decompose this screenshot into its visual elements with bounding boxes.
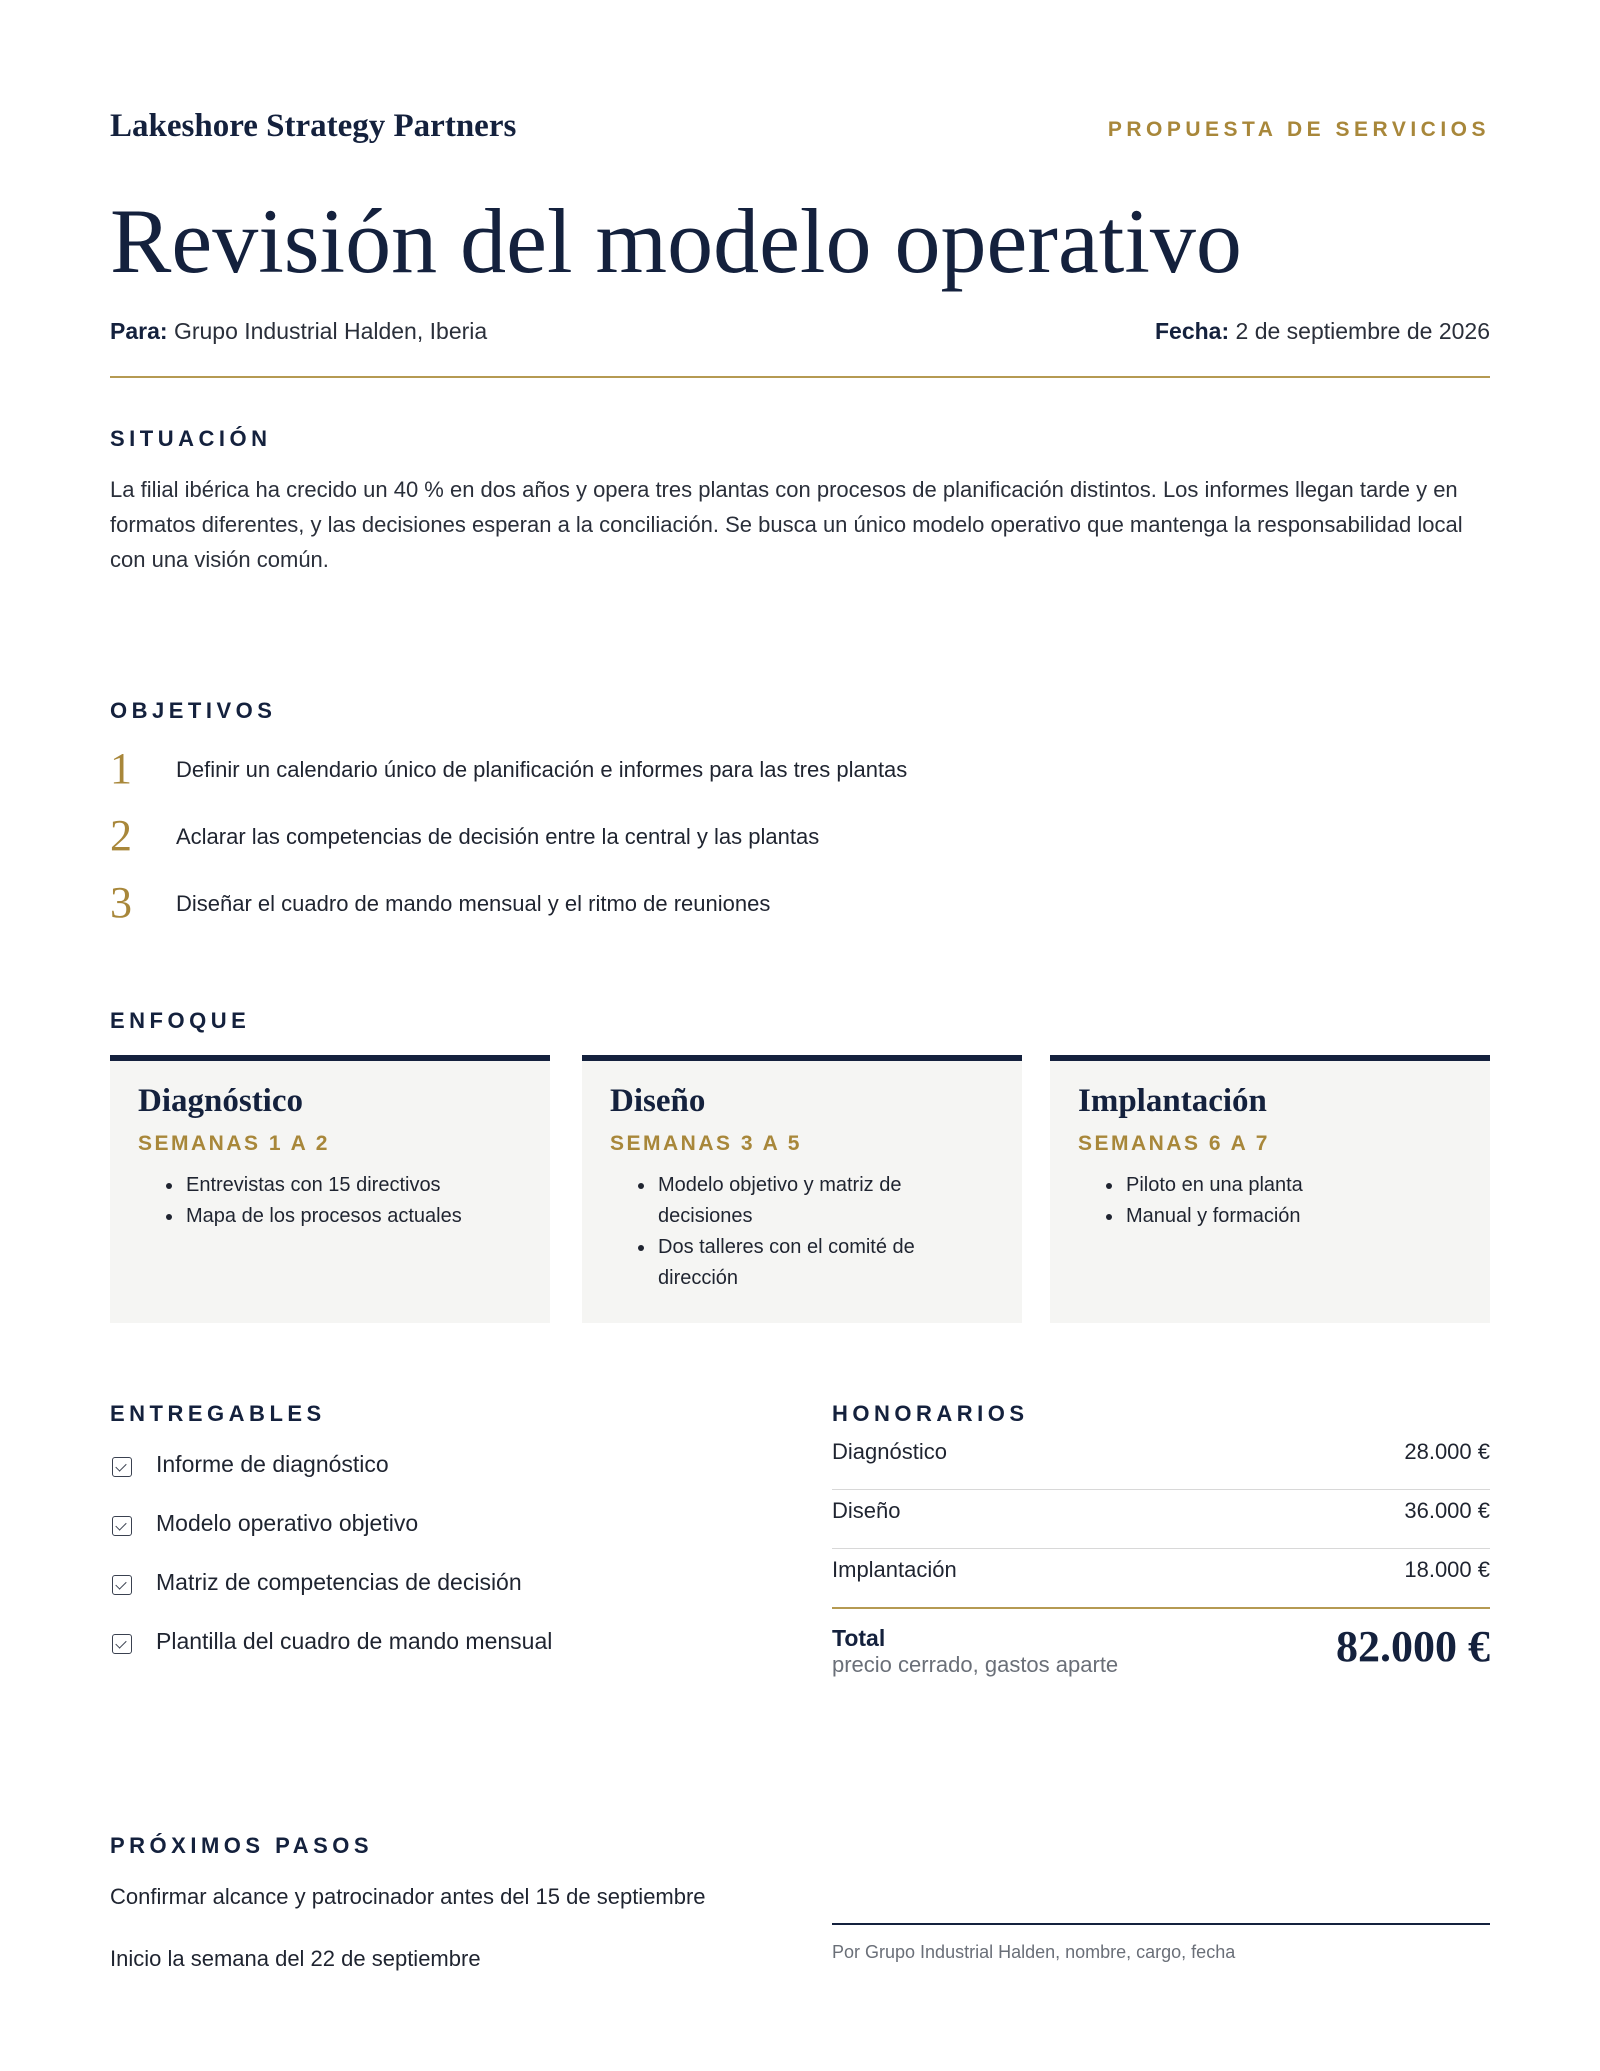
checkbox-checked-icon — [112, 1634, 132, 1654]
objective-text: Diseñar el cuadro de mando mensual y el ritmo de reuniones — [176, 891, 771, 916]
next-step-item: Confirmar alcance y patrocinador antes del 15 de septiembre — [110, 1884, 706, 1909]
phase-title: Diseño — [610, 1083, 706, 1119]
deliverable-text: Informe de diagnóstico — [156, 1451, 389, 1477]
objective-item — [110, 811, 1490, 864]
situation-text: La filial ibérica ha crecido un 40 % en dos años y opera tres plantas con procesos de planificación distintos. Los informes llegan tarde y en formatos diferentes, y las decisiones esperan a la conciliación. Se busca un único modelo operativo que mantenga la responsabilidad local con una visión común. — [110, 477, 1463, 572]
phase-bullet: Dos talleres con el comité de dirección — [610, 1232, 994, 1294]
deliverable-item — [110, 1567, 810, 1607]
phase-bullet: Manual y formación — [1078, 1201, 1462, 1232]
checkbox-checked-icon — [112, 1457, 132, 1477]
fee-row — [832, 1490, 1490, 1549]
phase-bullets — [138, 1170, 522, 1232]
recipient — [110, 318, 487, 345]
objective-number: 1 — [110, 744, 132, 793]
phase-bullet: Piloto en una planta — [1078, 1170, 1462, 1201]
phase-bullets — [1078, 1170, 1462, 1232]
fees-total-amount: 82.000 € — [1336, 1622, 1490, 1671]
objective-number: 2 — [110, 811, 132, 860]
deliverable-text: Plantilla del cuadro de mando mensual — [156, 1628, 553, 1654]
fees-heading: HONORARIOS — [832, 1401, 1029, 1426]
phase-bullet: Modelo objetivo y matriz de decisiones — [610, 1170, 994, 1232]
recipient-value: Grupo Industrial Halden, Iberia — [173, 318, 488, 344]
situation-heading: SITUACIÓN — [110, 426, 272, 451]
next-steps-heading: PRÓXIMOS PASOS — [110, 1833, 374, 1858]
phase-bullets — [610, 1170, 994, 1294]
firm-name: Lakeshore Strategy Partners — [110, 108, 517, 144]
deliverable-item — [110, 1449, 810, 1489]
fees-total-divider — [832, 1607, 1490, 1609]
checkbox-checked-icon — [112, 1516, 132, 1536]
fees-total-label: Total — [832, 1625, 886, 1651]
phase-weeks: SEMANAS 6 A 7 — [1078, 1132, 1270, 1155]
document-type: PROPUESTA DE SERVICIOS — [1107, 118, 1490, 141]
fee-label: Implantación — [832, 1557, 957, 1582]
signature-line[interactable] — [832, 1923, 1490, 1925]
phase-card-diagnostico — [110, 1055, 550, 1323]
fees-total-note: precio cerrado, gastos aparte — [832, 1652, 1119, 1677]
deliverables-heading: ENTREGABLES — [110, 1401, 326, 1426]
date-label: Fecha: — [1155, 318, 1230, 344]
phase-title: Implantación — [1078, 1083, 1267, 1119]
phase-bullet: Entrevistas con 15 directivos — [138, 1170, 522, 1201]
deliverable-item — [110, 1508, 810, 1548]
phase-card-diseno — [582, 1055, 1022, 1323]
fee-amount: 18.000 € — [1404, 1557, 1490, 1582]
deliverable-text: Modelo operativo objetivo — [156, 1510, 419, 1536]
phase-weeks: SEMANAS 3 A 5 — [610, 1132, 802, 1155]
phase-card-implantacion — [1050, 1055, 1490, 1323]
phase-bullet: Mapa de los procesos actuales — [138, 1201, 522, 1232]
objective-item — [110, 744, 1490, 797]
deliverable-text: Matriz de competencias de decisión — [156, 1569, 522, 1595]
recipient-label: Para: — [110, 318, 168, 344]
deliverable-item — [110, 1626, 810, 1666]
proposal-page — [110, 0, 1490, 2071]
fee-label: Diseño — [832, 1498, 901, 1523]
page-title: Revisión del modelo operativo — [110, 190, 1242, 292]
signature-caption: Por Grupo Industrial Halden, nombre, cargo, fecha — [832, 1942, 1236, 1962]
date — [1155, 318, 1490, 345]
fee-row — [832, 1549, 1490, 1608]
phase-weeks: SEMANAS 1 A 2 — [138, 1132, 330, 1155]
header-divider — [110, 376, 1490, 378]
objective-item — [110, 878, 1490, 931]
fee-label: Diagnóstico — [832, 1439, 947, 1464]
objective-text: Aclarar las competencias de decisión entre la central y las plantas — [176, 824, 820, 849]
checkbox-checked-icon — [112, 1575, 132, 1595]
fee-amount: 28.000 € — [1404, 1439, 1490, 1464]
objective-number: 3 — [110, 878, 132, 927]
objective-text: Definir un calendario único de planificación e informes para las tres plantas — [176, 757, 908, 782]
phase-title: Diagnóstico — [138, 1083, 303, 1119]
approach-heading: ENFOQUE — [110, 1008, 251, 1033]
next-step-item: Inicio la semana del 22 de septiembre — [110, 1946, 481, 1971]
fee-amount: 36.000 € — [1404, 1498, 1490, 1523]
fee-row — [832, 1431, 1490, 1490]
date-value: 2 de septiembre de 2026 — [1235, 318, 1490, 344]
objectives-heading: OBJETIVOS — [110, 698, 277, 723]
